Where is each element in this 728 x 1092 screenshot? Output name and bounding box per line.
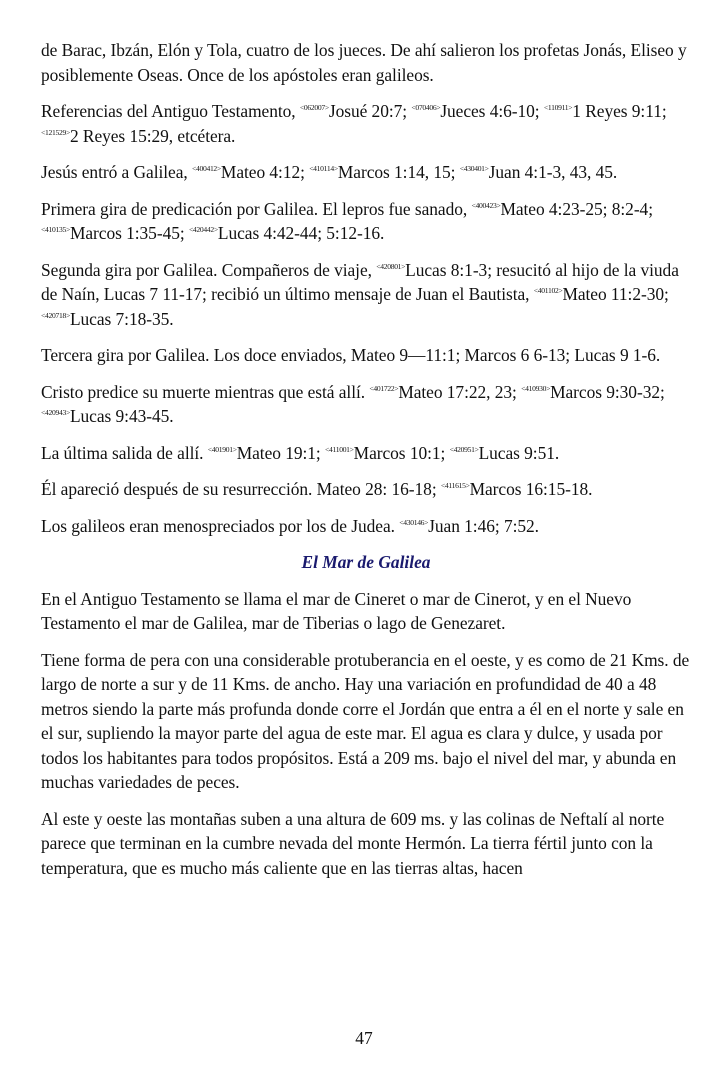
- paragraph-text: Tiene forma de pera con una considerable protuberancia en el oeste, y es como de 21 Kms. de largo de norte a sur y de 11 Kms. de ancho. Hay una variación en profundidad de 40 a 48 metros siendo la parte más profunda donde corre el Jordán que entra a él en el norte y sale en el sur, supliendo la mayor parte del agua de este mar. El agua es clara y dulce, y usada por todos los habitantes para todos propósitos. Está a 209 ms. bajo el nivel del mar, y abunda en muchas variedades de peces.: [41, 649, 690, 792]
- paragraph-text: Josué 20:7;: [328, 101, 412, 121]
- scripture-reference-code: <420718>: [41, 310, 70, 320]
- scripture-reference-code: <400423>: [471, 200, 501, 210]
- paragraph-text: Referencias del Antiguo Testamento,: [41, 101, 300, 121]
- paragraph-text: 2 Reyes 15:29, etcétera.: [69, 125, 236, 146]
- scripture-reference-code: <410930>: [521, 383, 551, 393]
- paragraph-text: Cristo predice su muerte mientras que está allí.: [41, 381, 370, 402]
- scripture-reference-code: <420951>: [449, 444, 479, 454]
- paragraph-text: Juan 4:1-3, 43, 45.: [488, 162, 618, 182]
- scripture-reference-code: <401102>: [533, 286, 563, 295]
- paragraph-text: Lucas 4:42-44; 5:12-16.: [217, 223, 385, 243]
- paragraph: [41, 258, 691, 332]
- paragraph-text: Los galileos eran menospreciados por los de Judea.: [41, 515, 400, 536]
- paragraph-text: Mateo 4:23-25; 8:2-4;: [500, 198, 653, 219]
- paragraph: [41, 99, 691, 148]
- paragraph-text: Lucas 9:43-45.: [69, 406, 174, 426]
- scripture-reference-code: <401901>: [207, 444, 237, 454]
- paragraphs-after-heading: [41, 587, 691, 881]
- scripture-reference-code: <420801>: [376, 261, 406, 271]
- paragraph: [41, 380, 691, 429]
- paragraph-text: Lucas 7:18-35.: [69, 308, 174, 329]
- paragraph: [41, 343, 691, 368]
- paragraph-text: Marcos 1:35-45;: [69, 223, 189, 243]
- paragraph-text: Jueces 4:6-10;: [440, 101, 544, 121]
- paragraph-text: Marcos 9:30-32;: [550, 381, 665, 402]
- paragraph-text: Marcos 16:15-18.: [469, 479, 593, 499]
- paragraph-text: La última salida de allí.: [41, 442, 208, 463]
- section-heading: El Mar de Galilea: [301, 552, 431, 572]
- paragraphs-before-heading: [41, 38, 691, 538]
- scripture-reference-code: <121529>: [41, 127, 70, 137]
- paragraph: [41, 441, 691, 466]
- page-number: 47: [355, 1028, 373, 1048]
- paragraph: [41, 477, 691, 502]
- paragraph-text: Tercera gira por Galilea. Los doce enviados, Mateo 9—11:1; Marcos 6 6-13; Lucas 9 1-6.: [41, 345, 661, 365]
- scripture-reference-code: <410114>: [309, 164, 338, 173]
- paragraph-text: Primera gira de predicación por Galilea. El lepros fue sanado,: [41, 198, 472, 219]
- paragraph: [41, 648, 691, 795]
- scripture-reference-code: <070406>: [411, 103, 441, 112]
- paragraph: [41, 160, 691, 185]
- paragraph: [41, 38, 691, 87]
- scripture-reference-code: <410135>: [41, 225, 70, 234]
- scripture-reference-code: <062007>: [299, 103, 329, 112]
- scripture-reference-code: <430401>: [459, 164, 489, 173]
- paragraph-text: Al este y oeste las montañas suben a una altura de 609 ms. y las colinas de Neftalí al norte parece que terminan en la cumbre nevada del monte Hermón. La tierra fértil junto con la temperatura, que es mucho más caliente que en las tierras altas, hacen: [41, 808, 665, 878]
- scripture-reference-code: <411001>: [325, 444, 354, 454]
- paragraph-text: En el Antiguo Testamento se llama el mar de Cineret o mar de Cinerot, y en el Nuevo Testamento el mar de Galilea, mar de Tiberias o lago de Genezaret.: [41, 588, 632, 633]
- paragraph: [41, 587, 691, 636]
- scripture-reference-code: <411615>: [440, 481, 470, 490]
- paragraph-text: Marcos 10:1;: [353, 442, 450, 463]
- paragraph-text: Lucas 8:1-3; resucitó al hijo de la viuda de Naín, Lucas 7 11-17; recibió un último mensaje de Juan el Bautista,: [41, 259, 679, 304]
- scripture-reference-code: <110911>: [543, 103, 573, 112]
- document-page: [41, 38, 691, 892]
- paragraph-text: Él apareció después de su resurrección. Mateo 28: 16-18;: [41, 479, 441, 499]
- paragraph-text: Juan 1:46; 7:52.: [428, 515, 539, 536]
- paragraph-text: de Barac, Ibzán, Elón y Tola, cuatro de los jueces. De ahí salieron los profetas Jonás, Eliseo y posiblemente Oseas. Once de los apóstoles eran galileos.: [41, 40, 687, 85]
- paragraph-text: Lucas 9:51.: [478, 442, 560, 463]
- scripture-reference-code: <401722>: [369, 383, 399, 393]
- paragraph-text: Segunda gira por Galilea. Compañeros de viaje,: [41, 259, 377, 280]
- scripture-reference-code: <420442>: [188, 225, 218, 234]
- paragraph-text: Jesús entró a Galilea,: [41, 162, 192, 182]
- paragraph-text: Mateo 4:12;: [220, 162, 310, 182]
- scripture-reference-code: <400412>: [191, 164, 221, 173]
- paragraph-text: 1 Reyes 9:11;: [572, 101, 667, 121]
- paragraph-text: Marcos 1:14, 15;: [337, 162, 460, 182]
- paragraph-text: Mateo 11:2-30;: [562, 284, 669, 304]
- scripture-reference-code: <430146>: [399, 517, 429, 527]
- paragraph-text: Mateo 17:22, 23;: [398, 381, 522, 402]
- paragraph-text: Mateo 19:1;: [236, 442, 325, 463]
- paragraph: [41, 197, 691, 246]
- paragraph: [41, 514, 691, 539]
- scripture-reference-code: <420943>: [41, 408, 70, 417]
- paragraph: [41, 807, 691, 881]
